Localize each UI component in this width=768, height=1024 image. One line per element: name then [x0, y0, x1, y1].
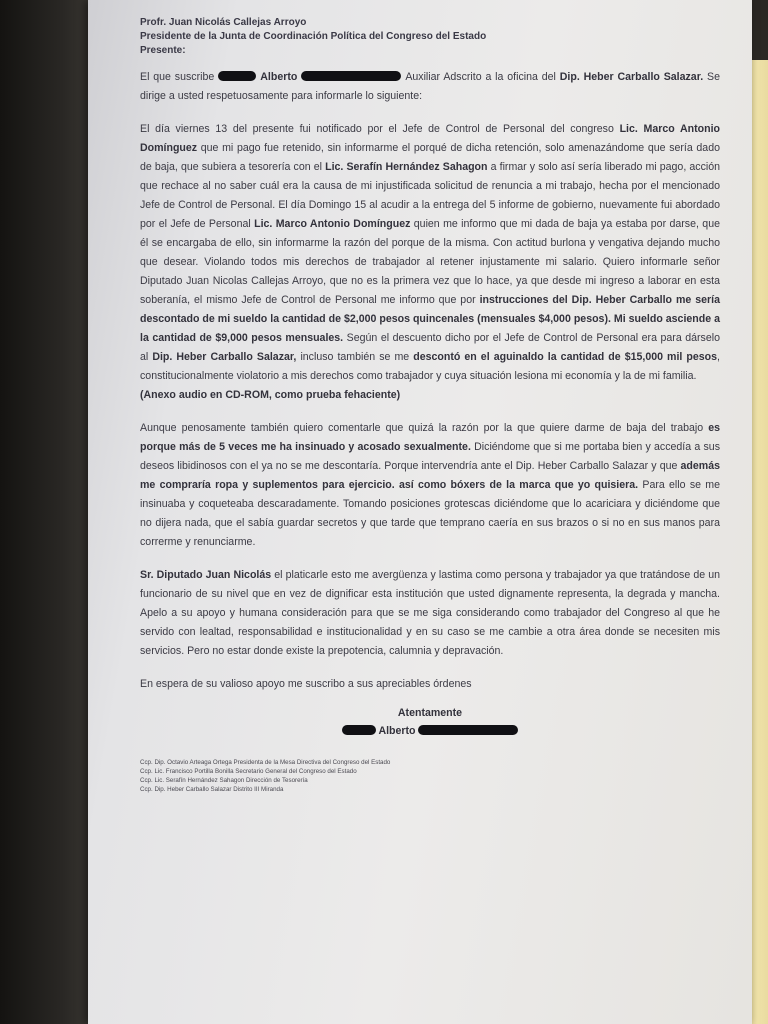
- p1-text-c: que mi pago fue retenido, sin informarme el porqué de dicha retención, solo amenazándome que sería dado de baja, que subiera a tesorería con el: [140, 142, 720, 173]
- redaction-bar: [301, 71, 401, 81]
- recipient-greeting: Presente:: [140, 45, 186, 56]
- sender-first-name: Alberto: [260, 71, 298, 83]
- p1-bold-1: Lic. Marco Antonio Domínguez: [140, 123, 721, 154]
- p2-bold-1: es porque más de 5 veces me ha insinuado y acosado sexualmente.: [140, 422, 720, 453]
- intro-text-3: Se dirige a usted respetuosamente para informarle lo siguiente:: [140, 71, 721, 102]
- p1-text-g: incluso también se me: [300, 351, 410, 363]
- ccp-list: [140, 758, 720, 794]
- ccp-item: Ccp. Dip. Octavio Arteaga Ortega Presidenta de la Mesa Directiva del Congreso del Estado: [140, 759, 391, 766]
- letter-body: [140, 16, 720, 794]
- letter-page: [88, 0, 752, 1024]
- p1-text-f: Según el descuento dicho por el Jefe de Control de Personal era para dárselo al: [140, 332, 720, 363]
- intro-text-2: Auxiliar Adscrito a la oficina del: [405, 71, 556, 83]
- p1-text-h: , constitucionalmente violatorio a mis derechos como trabajador y cuya situación lesiona mi economía y la de mi familia.: [140, 351, 720, 382]
- closing-line: En espera de su valioso apoyo me suscribo a sus apreciables órdenes: [140, 678, 472, 690]
- desk-background-left: [0, 0, 92, 1024]
- ccp-item: Ccp. Lic. Francisco Portilla Bonilla Secretario General del Congreso del Estado: [140, 768, 357, 775]
- recipient-name: Profr. Juan Nicolás Callejas Arroyo: [140, 17, 307, 28]
- intro-paragraph: [140, 68, 720, 106]
- intro-text-1: El que suscribe: [140, 71, 215, 83]
- p1-anexo-note: (Anexo audio en CD-ROM, como prueba fehaciente): [140, 389, 401, 401]
- redaction-bar: [418, 725, 518, 735]
- p1-bold-4: instrucciones del Dip. Heber Carballo me sería descontado de mi sueldo la cantidad de $2,000 pesos quincenales (mensuales $4,000 pesos). Mi sueldo asciende a la cantidad de $9,000 pesos mensuales.: [140, 294, 720, 344]
- p2-text-a: Aunque penosamente también quiero comentarle que quizá la razón por la que quiere darme de baja del trabajo: [140, 422, 704, 434]
- p3-bold-1: Sr. Diputado Juan Nicolás: [140, 569, 272, 581]
- signature-block: [140, 704, 720, 740]
- redaction-bar: [342, 725, 376, 735]
- p1-bold-6: descontó en el aguinaldo la cantidad de $15,000 mil pesos: [413, 351, 718, 363]
- p1-text-d: a firmar y solo así sería liberado mi pago, acción que rechace al no saber cuál era la causa de mi injustificada solicitud de renuncia a mi trabajo, hecha por el mencionado Jefe de Control de Personal. El día Domingo 15 al acudir a la entrega del 5 informe de gobierno, nuevamente fui abordado por el Jefe de Personal: [140, 161, 721, 230]
- p2-text-c: Diciéndome que si me portaba bien y accedía a sus deseos libidinosos con el ya no se me descontaría. Porque intervendría ante el Dip. Heber Carballo Salazar y que: [140, 441, 720, 472]
- p1-text-e: quien me informo que mi dada de baja ya estaba por darse, que él se encargaba de ello, sin informarme la razón del porque de la misma. Con actitud burlona y vengativa dejando mucho que desear. Violando todos mis derechos de trabajador al retener injustamente mi salario. Quiero informarle señor Diputado Juan Nicolas Callejas Arroyo, que no es la primera vez que lo hace, ya que desde mi ingreso a laborar en esta soberanía, el mismo Jefe de Control de Personal me informo que por: [140, 218, 720, 306]
- signature-atentamente: Atentamente: [397, 707, 463, 719]
- p2-text-d: Para ello se me insinuaba y coqueteaba descaradamente. Tomando posiciones grotescas diciéndome que lo acariciara y diciéndome que no dijera nada, que el sabía guardar secretos y que tarde que temprano caería en sus brazos o si no en sus manos para correrme y renunciarme.: [140, 479, 720, 548]
- paragraph-3: [140, 566, 720, 661]
- paragraph-2: [140, 419, 720, 552]
- recipient-block: [140, 16, 720, 58]
- p1-bold-2: Lic. Serafín Hernández Sahagon: [325, 161, 488, 173]
- paragraph-1: [140, 120, 720, 405]
- ccp-item: Ccp. Dip. Heber Carballo Salazar Distrito III Miranda: [140, 786, 284, 793]
- signature-name-line: [140, 722, 720, 740]
- p1-text-a: El día viernes 13 del presente fui notificado por el Jefe de Control de Personal del congreso: [140, 123, 614, 135]
- p2-bold-2: además me compraría ropa y suplementos para ejercicio. así como bóxers de la marca que yo quisiera.: [140, 460, 720, 491]
- p3-text-a: el platicarle esto me avergüenza y lastima como persona y trabajador ya que tratándose de un funcionario de su nivel que en vez de dignificar esta institución que usted dignamente representa, la degrada y mancha. Apelo a su apoyo y humana consideración para que se me siga considerando como trabajador del Congreso al que he servido con lealtad, responsabilidad e institucionalidad y en su caso se me cambie a otra área donde se necesiten mis servicios. Pero no estar donde existe la prepotencia, calumnia y depravación.: [140, 569, 720, 657]
- signature-first-name: Alberto: [378, 725, 416, 737]
- ccp-item: Ccp. Lic. Serafín Hernández Sahagon Dirección de Tesorería: [140, 777, 308, 784]
- p1-bold-5: Dip. Heber Carballo Salazar,: [152, 351, 297, 363]
- intro-dip-name: Dip. Heber Carballo Salazar.: [559, 71, 704, 83]
- p1-bold-3: Lic. Marco Antonio Domínguez: [254, 218, 411, 230]
- recipient-title: Presidente de la Junta de Coordinación Política del Congreso del Estado: [140, 31, 487, 42]
- redaction-bar: [218, 71, 256, 81]
